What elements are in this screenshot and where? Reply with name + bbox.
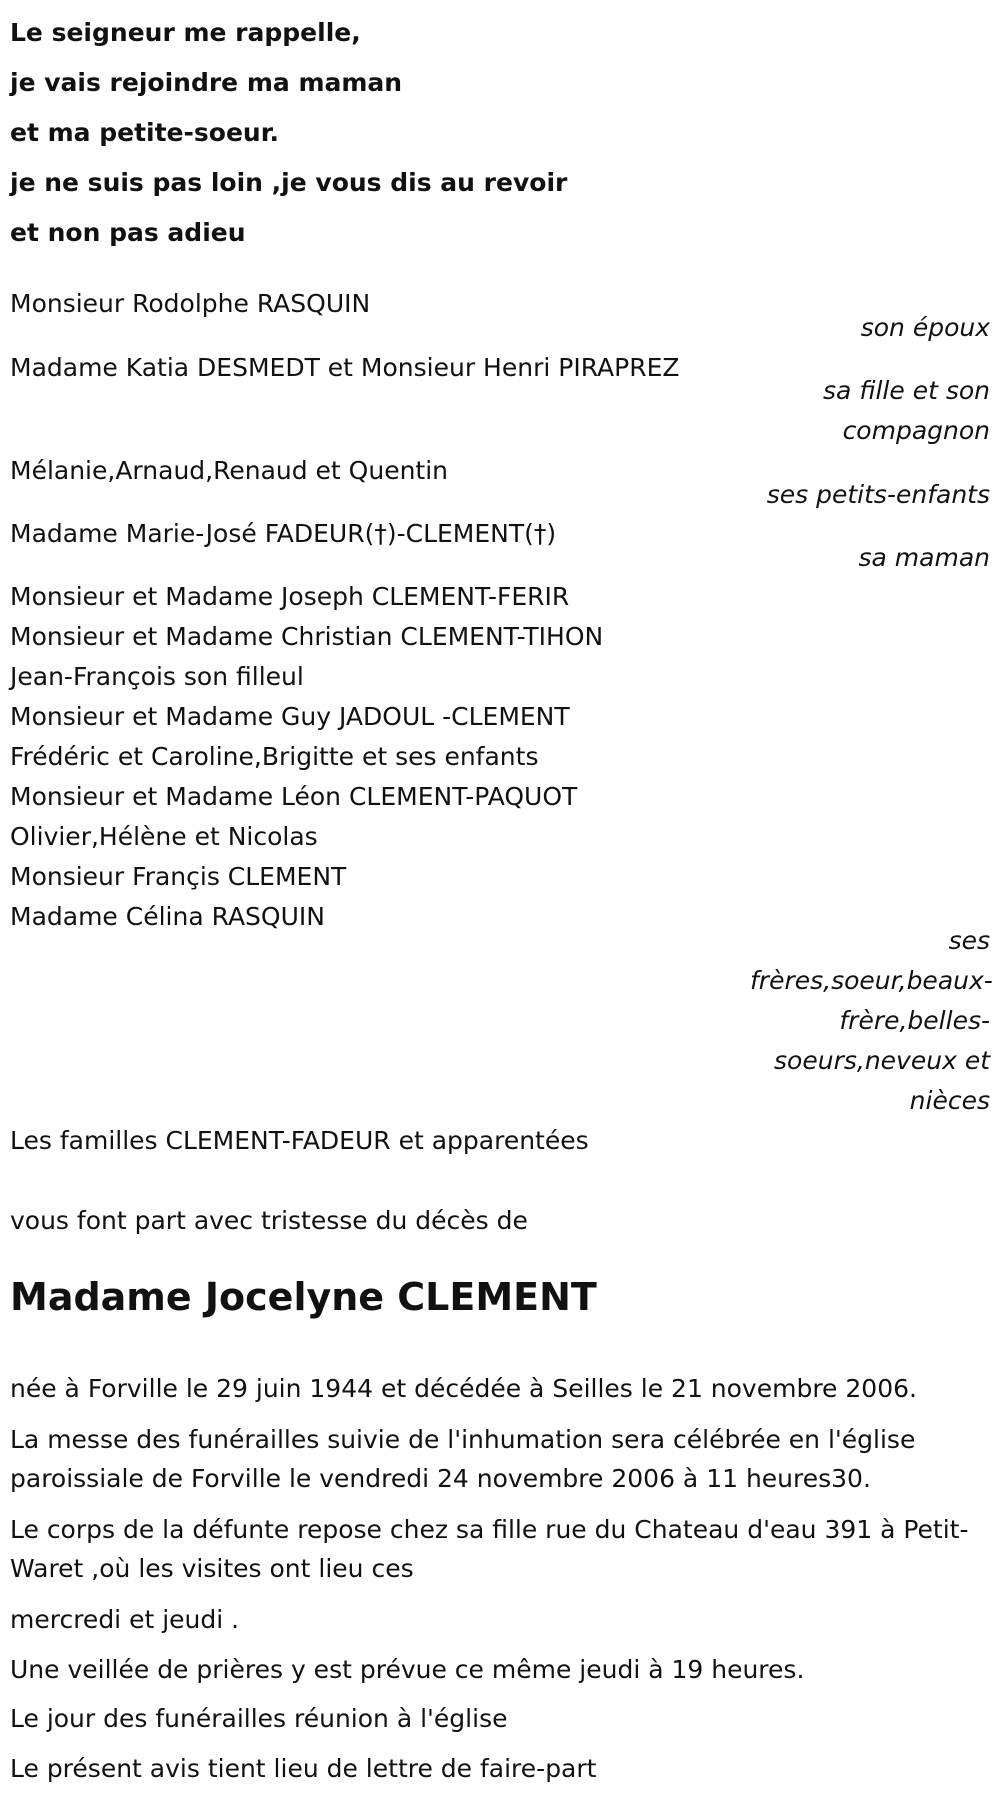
siblings-role: ses frères,soeur,beaux-frère,belles-soeurs,neveux et nièces — [750, 926, 993, 1115]
meeting: Le jour des funérailles réunion à l'église — [10, 1704, 508, 1733]
spouse-role: son époux — [860, 313, 990, 342]
sibling-line: Monsieur et Madame Guy JADOUL -CLEMENT — [10, 702, 570, 731]
poem-line: Le seigneur me rappelle, — [10, 18, 361, 47]
notice: Le présent avis tient lieu de lettre de faire-part — [10, 1754, 597, 1783]
daughter-name: Madame Katia DESMEDT et Monsieur Henri PIRAPREZ — [10, 353, 680, 382]
birth-death: née à Forville le 29 juin 1944 et décédée à Seilles le 21 novembre 2006. — [10, 1374, 917, 1403]
deceased-name: Madame Jocelyne CLEMENT — [10, 1275, 597, 1319]
families-line: Les familles CLEMENT-FADEUR et apparentées — [10, 1126, 589, 1155]
poem — [10, 8, 567, 258]
sibling-line: Madame Célina RASQUIN — [10, 902, 325, 931]
vigil: Une veillée de prières y est prévue ce même jeudi à 19 heures. — [10, 1655, 805, 1684]
poem-line: je ne suis pas loin ,je vous dis au revoir — [10, 168, 568, 197]
sibling-line: Olivier,Hélène et Nicolas — [10, 822, 318, 851]
grandchildren-name: Mélanie,Arnaud,Renaud et Quentin — [10, 456, 449, 485]
mother-name: Madame Marie-José FADEUR(†)-CLEMENT(†) — [10, 519, 557, 548]
sibling-line: Frédéric et Caroline,Brigitte et ses enfants — [10, 742, 539, 771]
sibling-line: Monsieur et Madame Christian CLEMENT-TIHON — [10, 622, 604, 651]
mother-role: sa maman — [858, 543, 990, 572]
poem-line: et ma petite-soeur. — [10, 118, 279, 147]
body-rest: Le corps de la défunte repose chez sa fille rue du Chateau d'eau 391 à Petit-Waret ,où les visites ont lieu ces — [10, 1515, 969, 1583]
spouse-name: Monsieur Rodolphe RASQUIN — [10, 289, 371, 318]
funeral-mass: La messe des funérailles suivie de l'inhumation sera célébrée en l'église paroissiale de Forville le vendredi 24 novembre 2006 à 11 heures30. — [10, 1425, 916, 1493]
sibling-line: Monsieur et Madame Joseph CLEMENT-FERIR — [10, 582, 570, 611]
sibling-line: Jean-François son filleul — [10, 662, 304, 691]
grandchildren-role: ses petits-enfants — [766, 480, 990, 509]
poem-line: et non pas adieu — [10, 218, 246, 247]
sibling-line: Monsieur et Madame Léon CLEMENT-PAQUOT — [10, 782, 578, 811]
daughter-role: sa fille et son compagnon — [823, 376, 990, 445]
sibling-line: Monsieur Françis CLEMENT — [10, 862, 347, 891]
poem-line: je vais rejoindre ma maman — [10, 68, 403, 97]
visit-days: mercredi et jeudi . — [10, 1605, 240, 1634]
announcement: vous font part avec tristesse du décès de — [10, 1206, 528, 1235]
